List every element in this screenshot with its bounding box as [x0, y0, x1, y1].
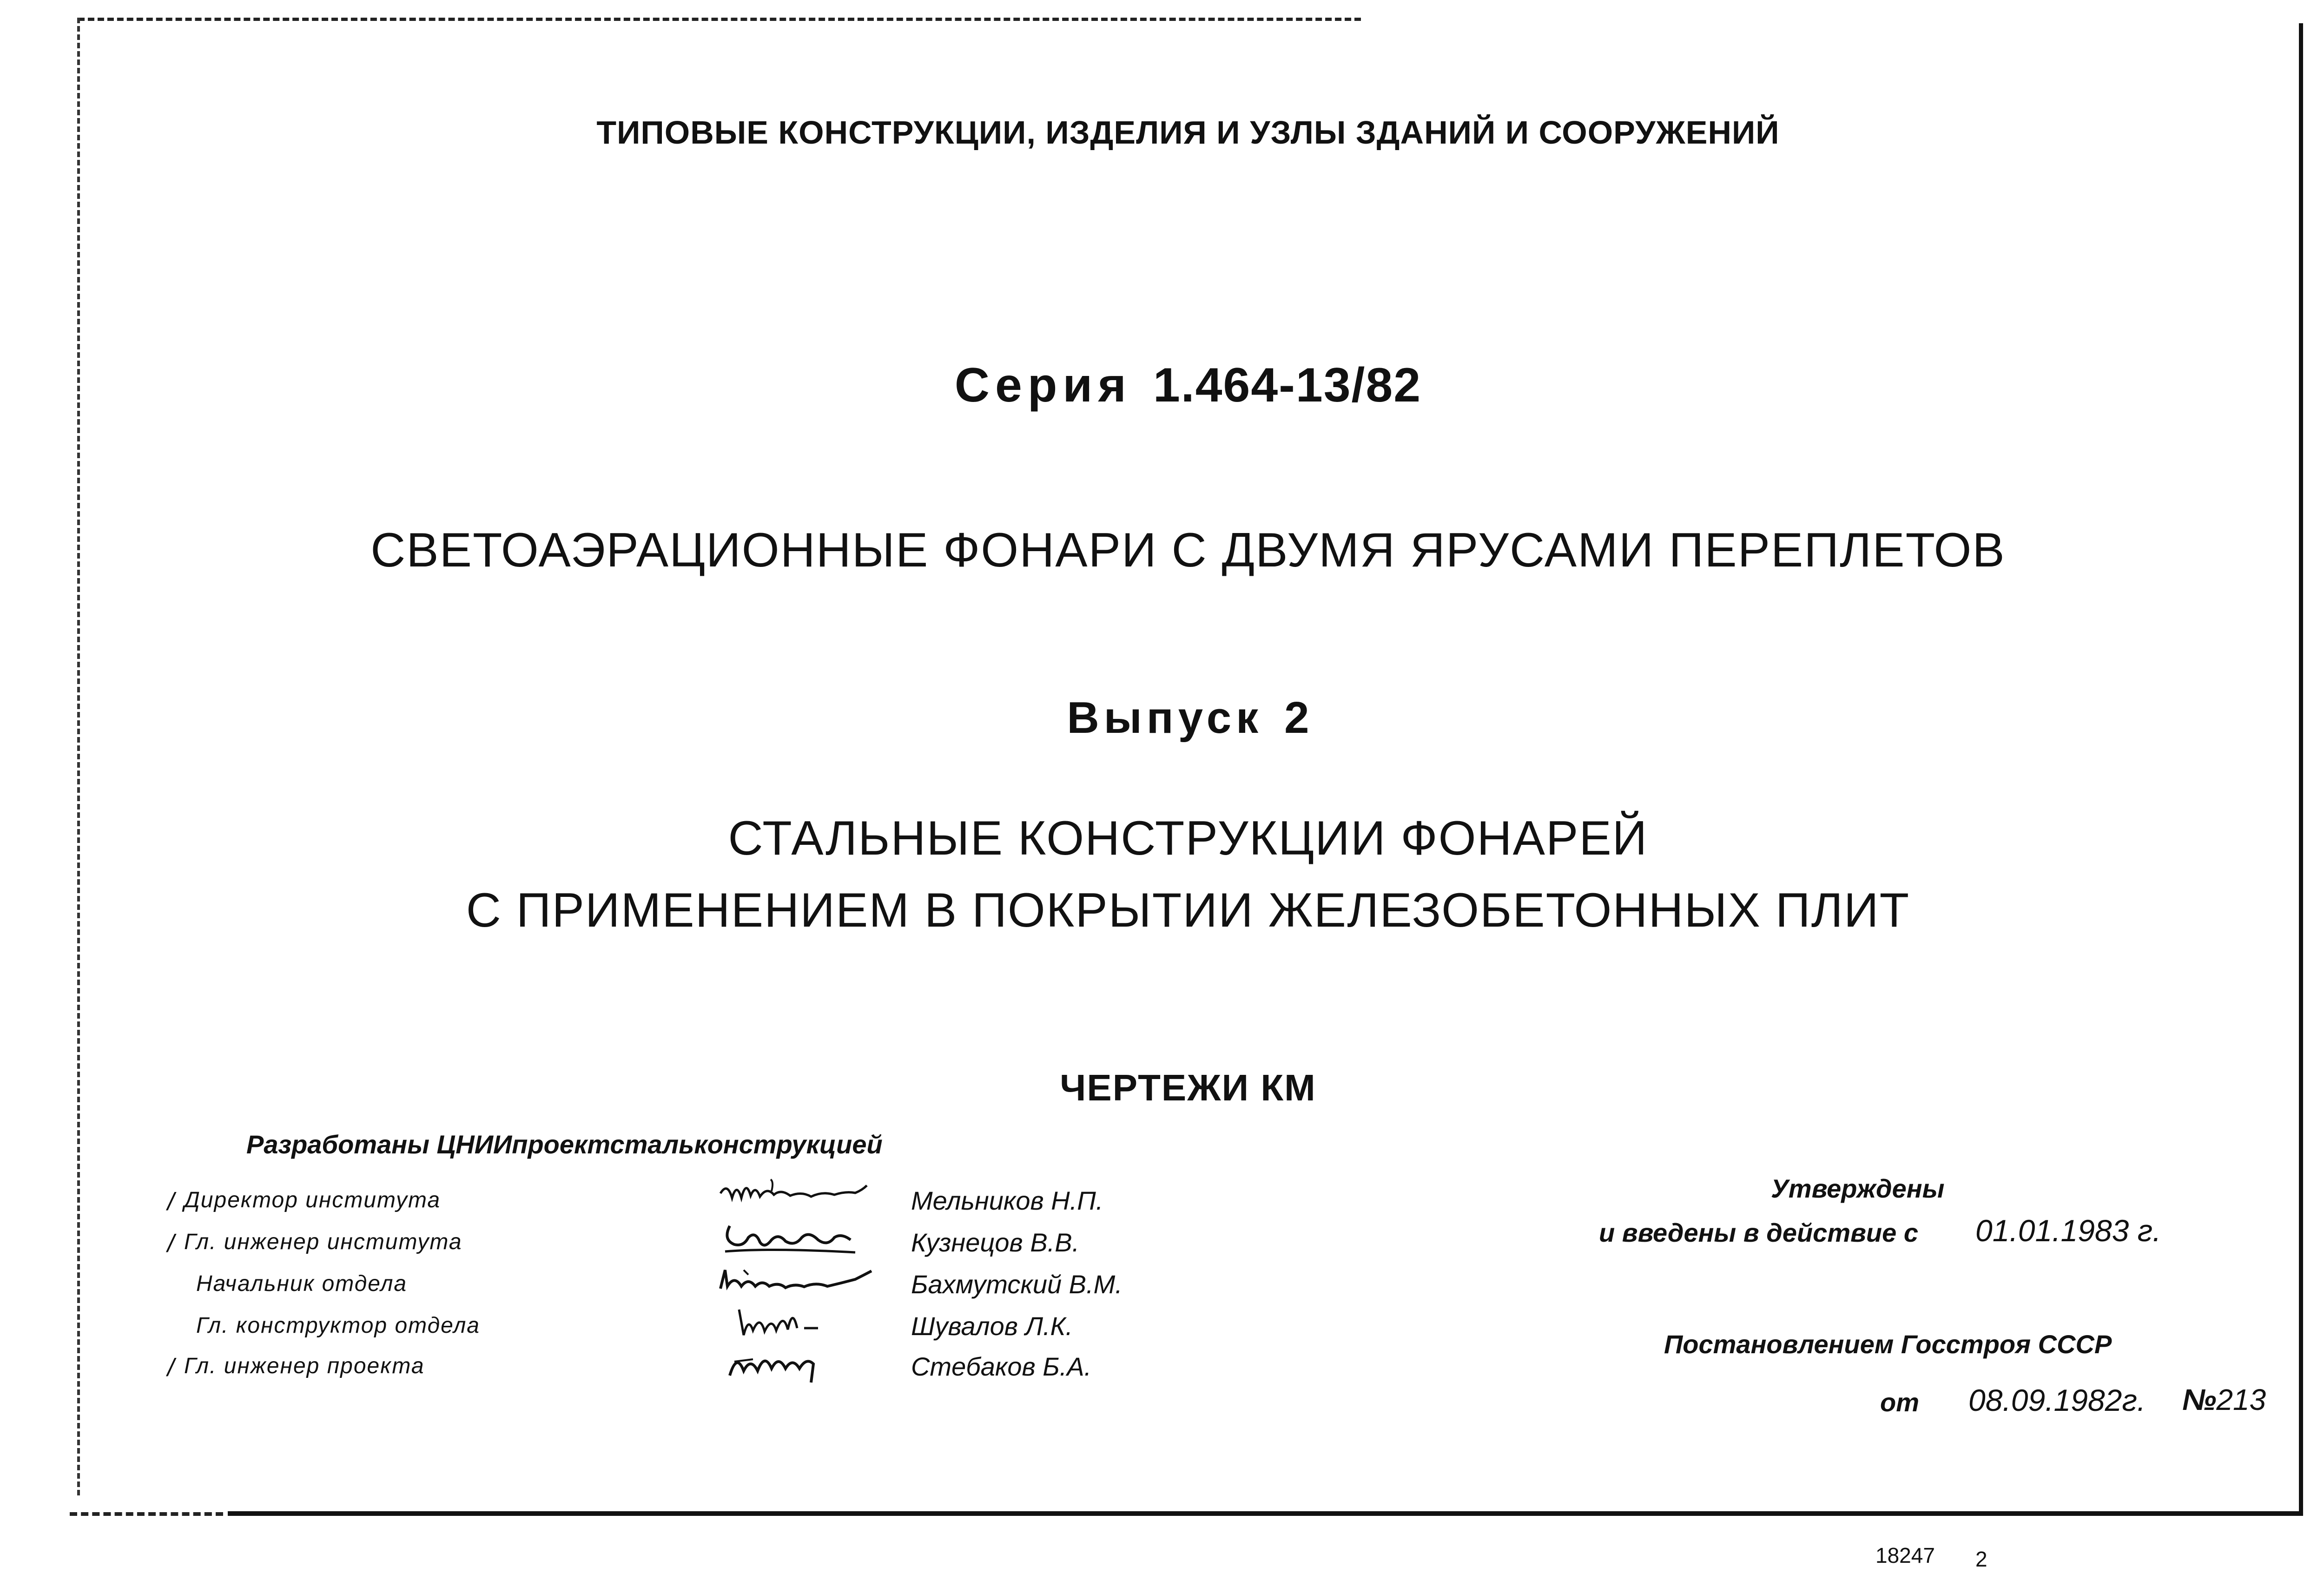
handwritten-signature [716, 1303, 874, 1344]
document-number: 18247 [1875, 1543, 1935, 1567]
signatory-row [167, 1186, 1103, 1224]
handwritten-signature [716, 1343, 874, 1385]
signatory-row [167, 1270, 1122, 1308]
approved-effective-line: и введены в действие с [1599, 1218, 1918, 1247]
signatory-mark: / [167, 1354, 175, 1382]
signatory-name: Шувалов Л.К. [911, 1311, 1073, 1341]
handwritten-signature [716, 1261, 874, 1303]
number-sign: № [2182, 1383, 2217, 1416]
header-title: ТИПОВЫЕ КОНСТРУКЦИИ, ИЗДЕЛИЯ И УЗЛЫ ЗДАНИЙ И СООРУЖЕНИЙ [596, 114, 1780, 151]
signatory-name: Кузнецов В.В. [911, 1228, 1080, 1257]
signatory-role: Начальник отдела [196, 1271, 408, 1296]
signatory-name: Бахмутский В.М. [911, 1270, 1122, 1299]
decree-line: Постановлением Госстроя СССР [1664, 1330, 2112, 1359]
signatory-role: Директор института [184, 1188, 441, 1212]
signatory-mark: / [167, 1188, 175, 1216]
decree-number [2182, 1382, 2266, 1417]
signatory-row [167, 1313, 1097, 1350]
signatory-role: Гл. инженер проекта [184, 1354, 425, 1378]
decree-from-label: от [1880, 1388, 1919, 1417]
main-title: СВЕТОАЭРАЦИОННЫЕ ФОНАРИ С ДВУМЯ ЯРУСАМИ ПЕРЕПЛЕТОВ [370, 523, 2006, 577]
signatory-name: Мельников Н.П. [911, 1186, 1103, 1215]
signatory-name: Стебаков Б.А. [911, 1352, 1092, 1381]
signatory-row [167, 1353, 1097, 1390]
sheet-number: 2 [1975, 1547, 1987, 1571]
series-label: Серия [954, 358, 1132, 412]
frame-right-border [2299, 23, 2303, 1515]
effective-date: 01.01.1983 г. [1975, 1213, 2161, 1248]
frame-top-border [78, 18, 1361, 21]
approved-title: Утверждены [1771, 1174, 1945, 1203]
signatory-role: Гл. инженер института [184, 1230, 462, 1254]
drawings-label: ЧЕРТЕЖИ КМ [1060, 1067, 1316, 1108]
issue-number: 2 [1284, 693, 1309, 743]
developed-by: Разработаны ЦНИИпроектстальконструкцией [246, 1130, 883, 1159]
series-code: 1.464-13/82 [1153, 358, 1422, 412]
subtitle-line-1: СТАЛЬНЫЕ КОНСТРУКЦИИ ФОНАРЕЙ [728, 811, 1648, 865]
frame-left-border [77, 18, 80, 1495]
series-line [77, 358, 2299, 413]
signatory-role: Гл. конструктор отдела [196, 1313, 480, 1338]
issue-line [77, 692, 2299, 744]
signatory-row [167, 1229, 1097, 1266]
decree-number-value: 213 [2216, 1383, 2266, 1416]
signatory-mark: / [167, 1230, 175, 1257]
handwritten-signature [716, 1219, 874, 1261]
handwritten-signature [716, 1177, 874, 1219]
frame-bottom-dash [70, 1512, 223, 1516]
issue-label: Выпуск [1067, 693, 1263, 743]
subtitle-line-2: С ПРИМЕНЕНИЕМ В ПОКРЫТИИ ЖЕЛЕЗОБЕТОННЫХ ПЛИТ [466, 883, 1910, 937]
decree-date: 08.09.1982г. [1968, 1383, 2146, 1417]
frame-bottom-border [228, 1511, 2303, 1516]
